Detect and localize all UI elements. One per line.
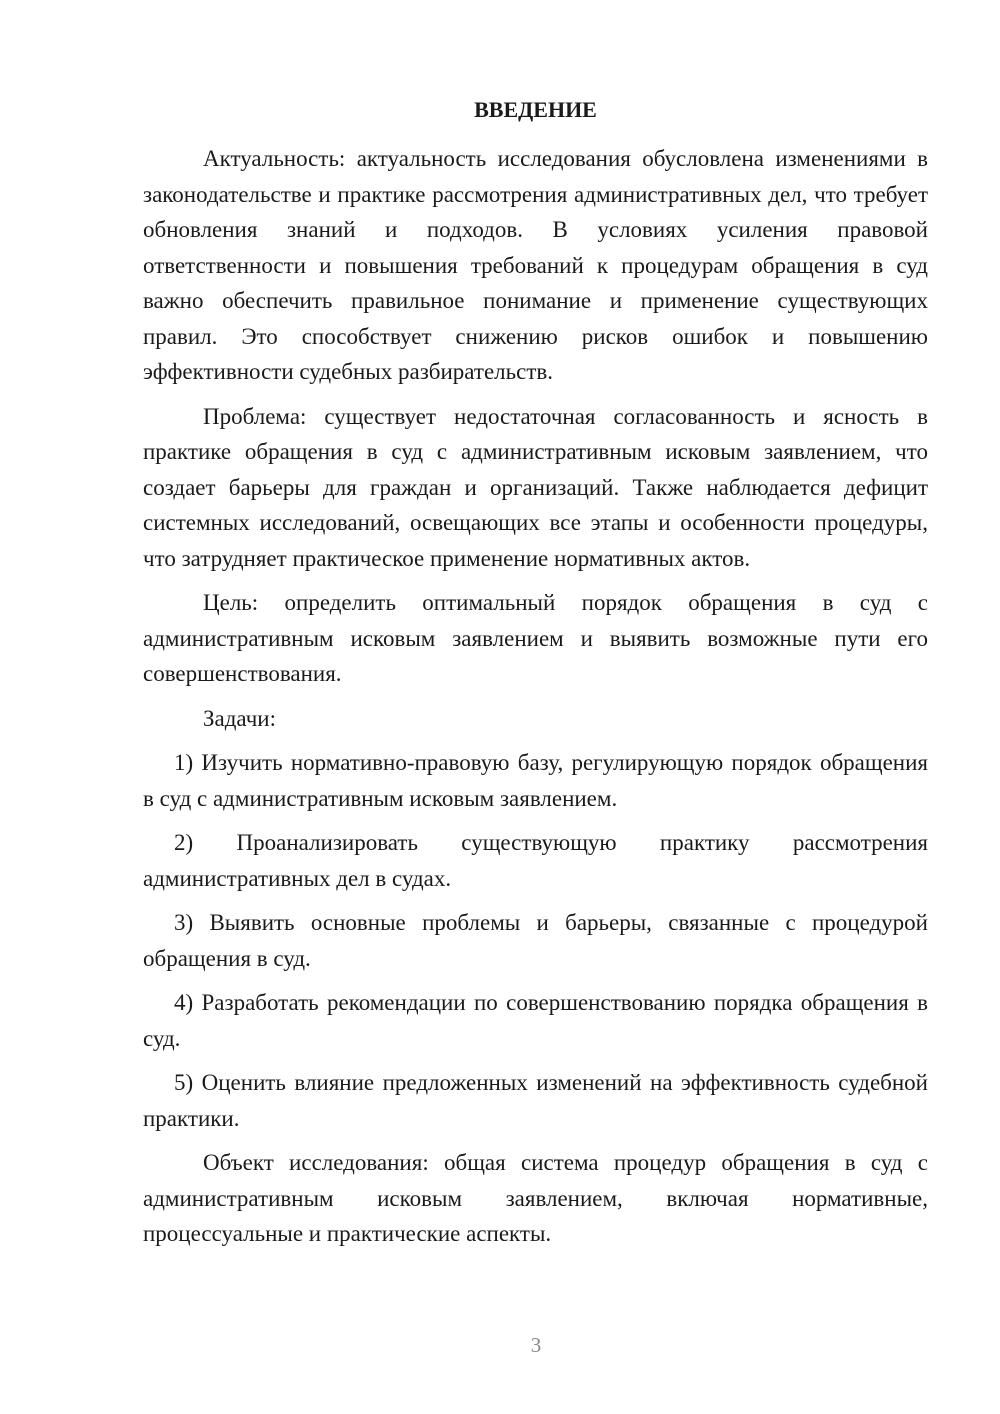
tasks-heading: Задачи: (203, 705, 276, 731)
page-number: 3 (530, 1333, 542, 1357)
task-item-4: 4) Разработать рекомендации по совершенствованию порядка обращения в суд. (143, 990, 928, 1051)
paragraph-object: Объект исследования: общая система процедур обращения в суд с административным исковым заявлением, включая нормативные, процессуальные и практические аспекты. (143, 1150, 928, 1246)
task-item-1: 1) Изучить нормативно-правовую базу, регулирующую порядок обращения в суд с административным исковым заявлением. (143, 750, 928, 811)
task-item-5: 5) Оценить влияние предложенных изменений на эффективность судебной практики. (143, 1070, 928, 1131)
section-title: ВВЕДЕНИЕ (474, 97, 597, 122)
task-item-3: 3) Выявить основные проблемы и барьеры, связанные с процедурой обращения в суд. (143, 910, 928, 971)
paragraph-goal: Цель: определить оптимальный порядок обращения в суд с административным исковым заявлением и выявить возможные пути его совершенствования. (143, 590, 928, 686)
paragraph-relevance: Актуальность: актуальность исследования обусловлена изменениями в законодательстве и практике рассмотрения административных дел, что требует обновления знаний и подходов. В условиях усиления правовой ответственности и повышения требований к процедурам обращения в суд важно обеспечить правильное понимание и применение существующих правил. Это способствует снижению рисков ошибок и повышению эффективности судебных разбирательств. (143, 146, 928, 384)
paragraph-problem: Проблема: существует недостаточная согласованность и ясность в практике обращения в суд с административным исковым заявлением, что создает барьеры для граждан и организаций. Также наблюдается дефицит системных исследований, освещающих все этапы и особенности процедуры, что затрудняет практическое применение нормативных актов. (143, 403, 928, 571)
task-item-2: 2) Проанализировать существующую практику рассмотрения административных дел в судах. (143, 830, 928, 891)
document-page (143, 92, 928, 1261)
